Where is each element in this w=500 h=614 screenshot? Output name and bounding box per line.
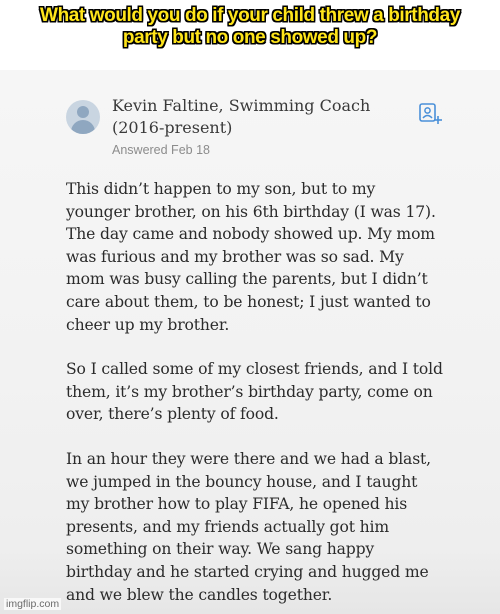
answer-line: and we blew the candles together.	[66, 585, 333, 604]
avatar-body-shape	[71, 120, 95, 134]
author-name[interactable]: Kevin Faltine, Swimming Coach	[112, 96, 371, 115]
answer-line: This didn’t happen to my son, but to my	[66, 180, 376, 198]
answer-screenshot	[0, 70, 500, 614]
author-credential: (2016-present)	[112, 118, 233, 137]
answer-line: presents, and my friends actually got him	[66, 517, 390, 536]
answer-line: In an hour they were there and we had a blast,	[66, 449, 431, 468]
answer-paragraph	[66, 448, 486, 606]
answer-paragraph	[66, 358, 486, 426]
answer-line: The day came and nobody showed up. My mom	[66, 225, 435, 244]
meme-title-line: What would you do if your child threw a birthday	[40, 5, 460, 26]
answer-line: something on their way. We sang happy	[66, 540, 375, 559]
add-follow-icon[interactable]	[418, 102, 442, 126]
answer-line: them, it’s my brother’s birthday party, come on	[66, 382, 433, 401]
meme-title-banner	[0, 0, 500, 70]
answered-date[interactable]: Answered Feb 18	[112, 143, 210, 157]
answer-line: over, there’s plenty of food.	[66, 405, 279, 424]
answer-body	[66, 178, 486, 614]
answer-line: mom was busy calling the parents, but I didn’t	[66, 270, 428, 289]
meme-title-line: party but no one showed up?	[122, 27, 378, 48]
avatar-head-shape	[77, 106, 89, 118]
answer-line: birthday and he started crying and hugged me	[66, 562, 429, 581]
answer-line: was furious and my brother was so sad. My	[66, 247, 404, 266]
answer-line: cheer up my brother.	[66, 315, 230, 334]
answer-line: care about them, to be honest; I just wanted to	[66, 292, 431, 311]
answer-line: So I called some of my closest friends, and I told	[66, 360, 443, 379]
answer-line: my brother how to play FIFA, he opened his	[66, 495, 408, 514]
avatar[interactable]	[66, 100, 100, 134]
imgflip-watermark: imgflip.com	[6, 598, 60, 610]
answer-line: younger brother, on his 6th birthday (I was 17).	[66, 202, 436, 221]
answer-line: we jumped in the bouncy house, and I taught	[66, 472, 418, 491]
answer-paragraph	[66, 178, 486, 336]
